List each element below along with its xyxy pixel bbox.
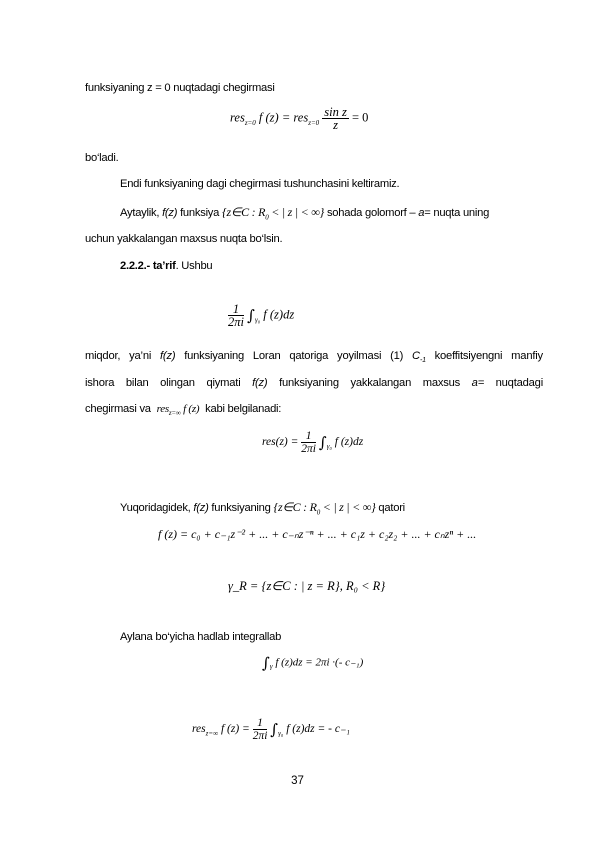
formula-circle-definition: γ_R = {z∈C : | z = R}, R₀ < R}	[228, 579, 386, 593]
formula-residue-sin: res$_{z=0}$ f (z) = res$_{z=0}$ $\frac{\text{sin z}}{z}$ = 0	[230, 105, 369, 132]
text-line: Aylana bo‘yicha hadlab integrallab	[120, 631, 282, 643]
text-line: funksiyaning z = 0 nuqtadagi chegirmasi	[85, 82, 275, 94]
text-line: chegirmasi va res$_{z=\infty}$ f (z) kabi belgilanadi:	[85, 403, 282, 418]
formula-laurent-series: f (z) = c₀ + c₋₁z⁻² + ... + c₋ₙz⁻ⁿ + ... + c₁z + c₂z₂ + ... + cₙzⁿ + ...	[158, 527, 477, 541]
formula-residue-result: res$_{z=\infty}$ f (z) = $\frac{1}{2\pi i}$ $\int_{\gamma_0}$ f (z)dz = - c₋₁	[192, 717, 351, 742]
text-line: ishora bilan olingan qiymati f(z) funksiyaning yakkalangan maxsus a= nuqtadagi	[85, 377, 543, 389]
formula-integral: $\frac{1}{2\pi i}$ $\int_{\gamma_0}$ f (z)dz	[228, 302, 295, 329]
definition-heading: 2.2.2.- ta’rif. Ushbu	[120, 260, 213, 272]
text-line: miqdor, ya’ni f(z) funksiyaning Loran qatoriga yoyilmasi (1) $C_{-1}$ koeffitsiyengni manfiy	[85, 350, 543, 365]
formula-residue-infinity: res(z) = $\frac{1}{2\pi i}$ $\int_{\gamma_0}$ f (z)dz	[262, 430, 364, 455]
text-line: Aytaylik, f(z) funksiya {z∈C : $R_0$ < | z | < ∞} sohada golomorf – a= nuqta uning	[120, 205, 490, 222]
text-line: uchun yakkalangan maxsus nuqta bo‘lsin.	[85, 233, 283, 245]
text-line: Yuqoridagidek, f(z) funksiyaning {z∈C : $R_0$ < | z | < ∞} qatori	[120, 500, 405, 517]
formula-contour-integral: $\int_\gamma$ f (z)dz = 2πi ·(- c₋₁)	[262, 654, 364, 672]
text-line: Endi funksiyaning dagi chegirmasi tushunchasini keltiramiz.	[120, 178, 400, 190]
text-line: bo‘ladi.	[85, 152, 119, 164]
page-number: 37	[291, 775, 304, 787]
